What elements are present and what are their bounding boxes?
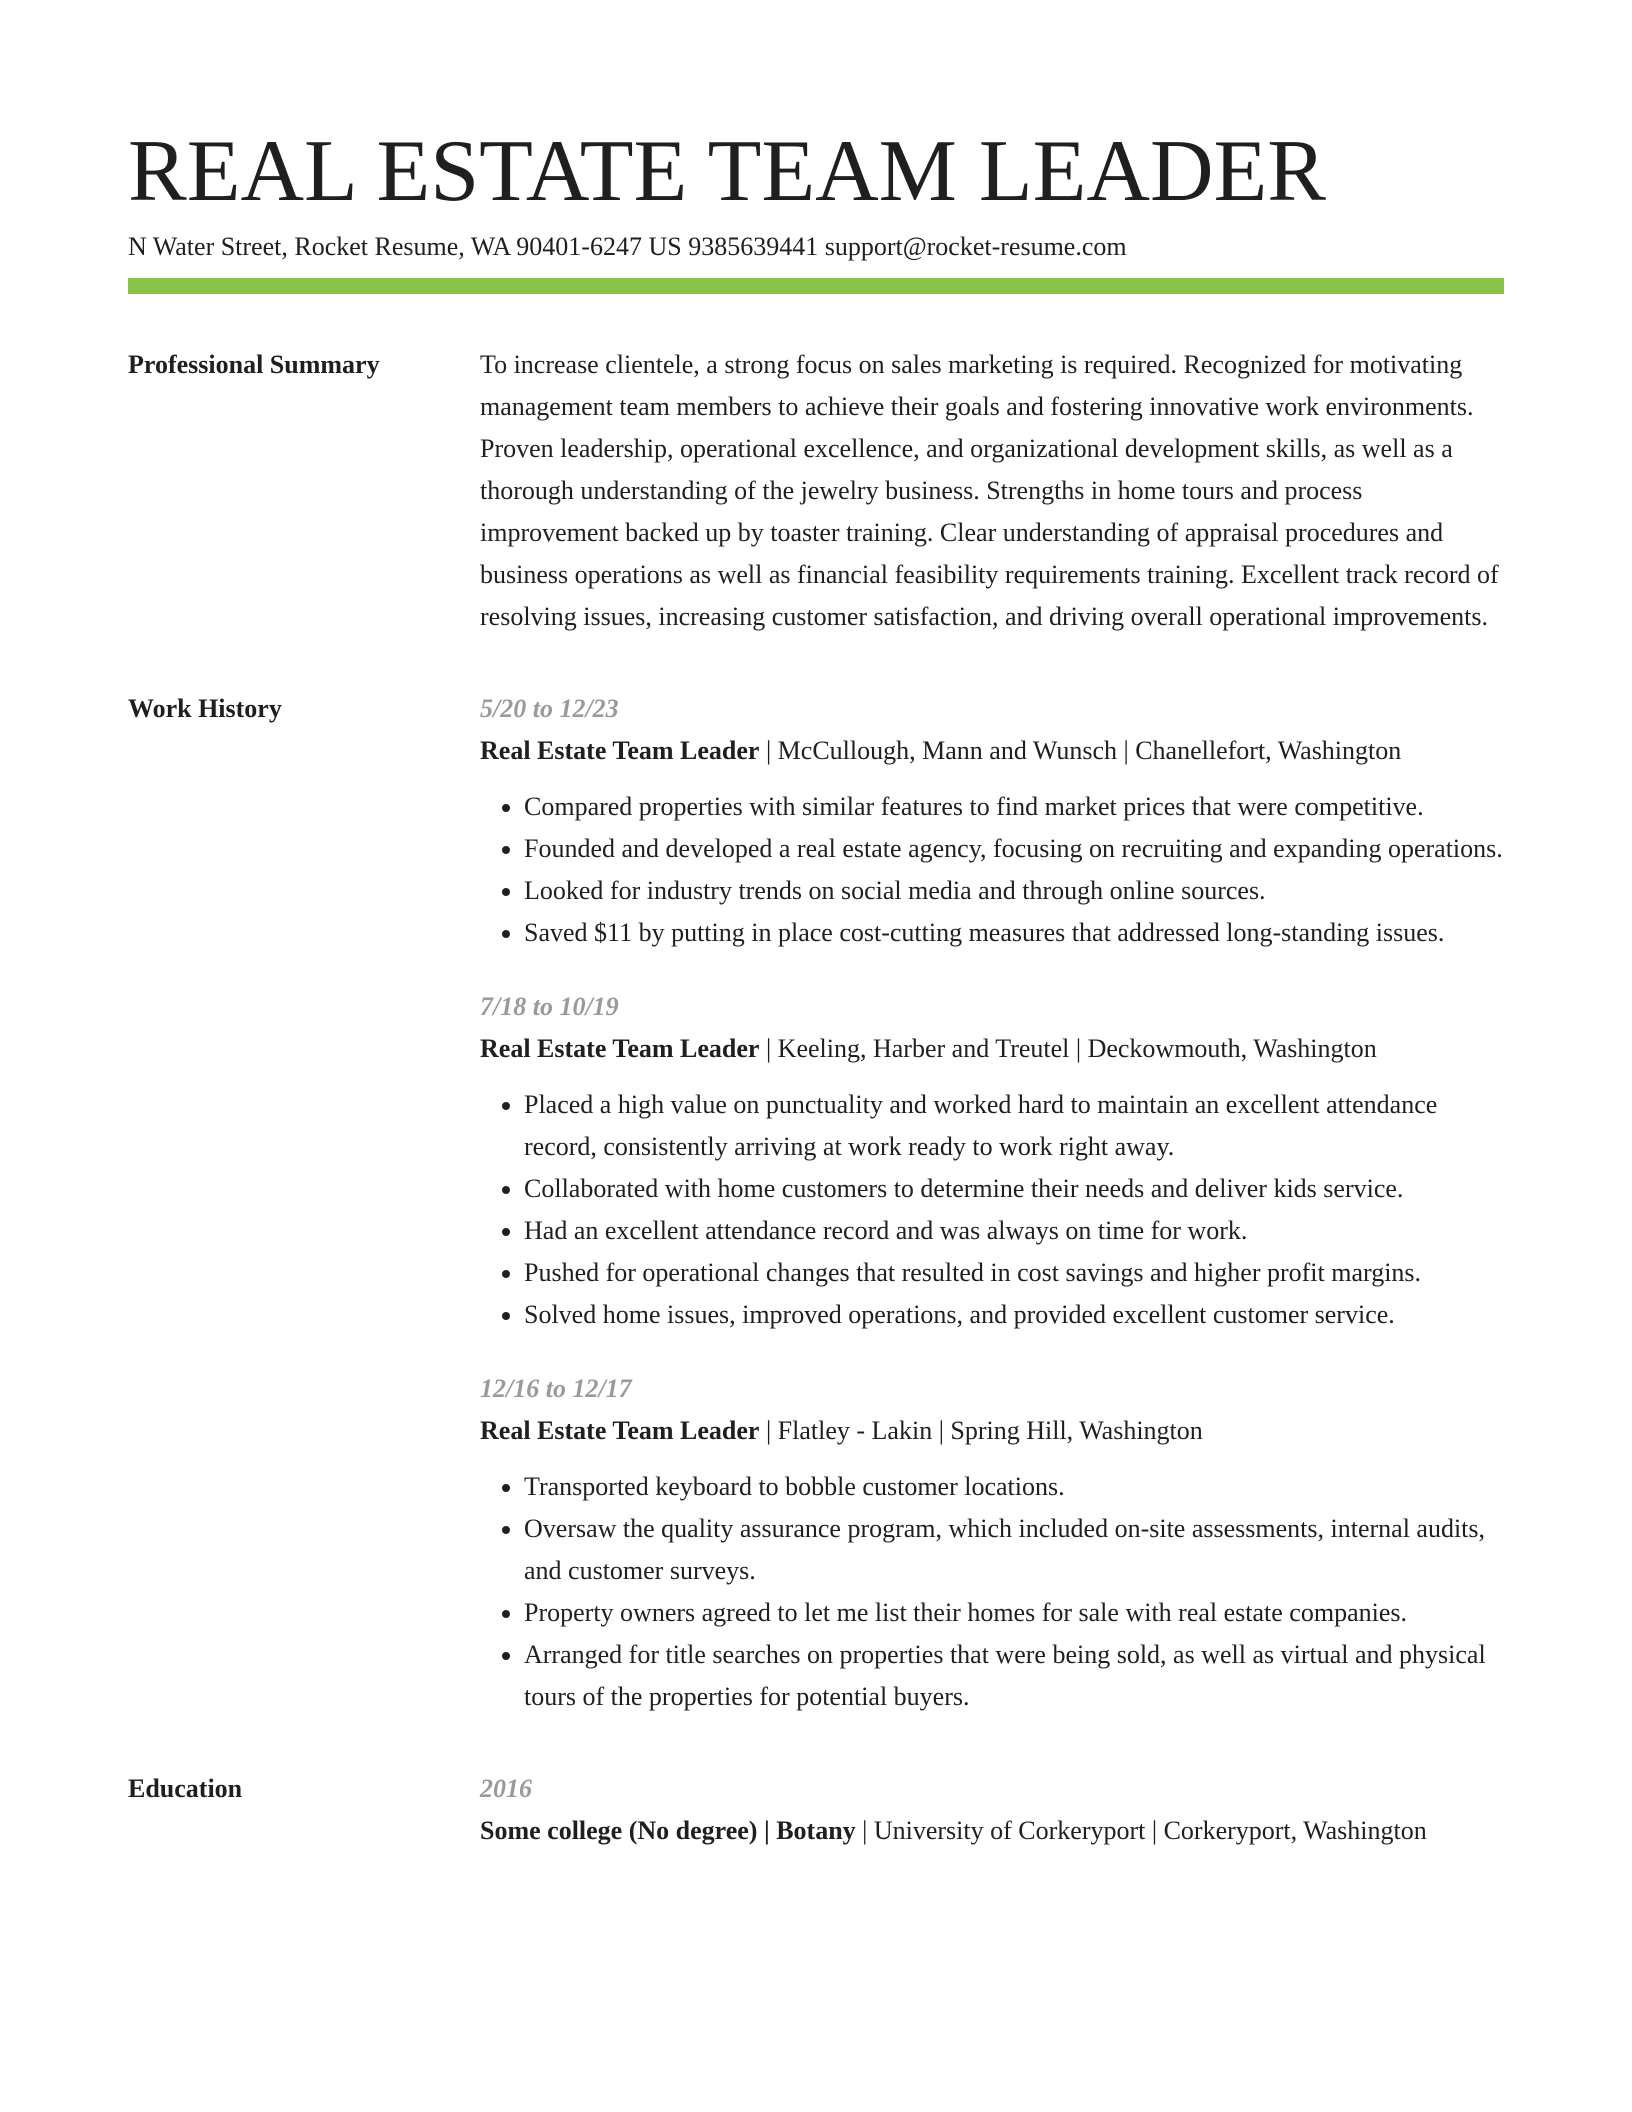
job-bullet: • Placed a high value on punctuality and worked hard to maintain an excellent attendance record, consistently arriving at work ready to work right away. <box>524 1084 1504 1168</box>
job-bullet: • Had an excellent attendance record and was always on time for work. <box>524 1210 1504 1252</box>
job-bullets <box>480 786 1504 954</box>
work-history-section <box>128 688 1504 1718</box>
resume-page <box>128 0 1504 1852</box>
job-bullet: • Property owners agreed to let me list their homes for sale with real estate companies. <box>524 1592 1504 1634</box>
job-role: Real Estate Team Leader <box>480 736 760 765</box>
job-role: Real Estate Team Leader <box>480 1034 760 1063</box>
contact-line: N Water Street, Rocket Resume, WA 90401-6247 US 9385639441 support@rocket-resume.com <box>128 232 1127 261</box>
section-label-work: Work History <box>128 694 282 723</box>
job-dates: 5/20 to 12/23 <box>480 694 619 723</box>
professional-summary-section <box>128 344 1504 638</box>
job-entry <box>480 1368 1504 1718</box>
job-details: | Keeling, Harber and Treutel | Deckowmouth, Washington <box>759 1034 1377 1063</box>
job-details: | Flatley - Lakin | Spring Hill, Washington <box>759 1416 1203 1445</box>
job-dates: 7/18 to 10/19 <box>480 992 619 1021</box>
job-entry <box>480 688 1504 954</box>
education-heading <box>480 1810 1504 1852</box>
job-bullet: • Collaborated with home customers to determine their needs and deliver kids service. <box>524 1168 1504 1210</box>
education-details: | University of Corkeryport | Corkeryport, Washington <box>855 1816 1427 1845</box>
resume-title: REAL ESTATE TEAM LEADER <box>128 123 1326 220</box>
job-entry <box>480 986 1504 1336</box>
job-bullet: • Transported keyboard to bobble customer locations. <box>524 1466 1504 1508</box>
summary-text: To increase clientele, a strong focus on sales marketing is required. Recognized for motivating management team members to achieve their goals and fostering innovative work environments. Proven leadership, operational excellence, and organizational development skills, as well as a thorough understanding of the jewelry business. Strengths in home tours and process improvement backed up by toaster training. Clear understanding of appraisal procedures and business operations as well as financial feasibility requirements training. Excellent track record of resolving issues, increasing customer satisfaction, and driving overall operational improvements. <box>480 350 1499 631</box>
education-section <box>128 1768 1504 1852</box>
education-dates: 2016 <box>480 1774 532 1803</box>
job-heading <box>480 1410 1504 1452</box>
accent-divider <box>128 278 1504 294</box>
section-label-summary: Professional Summary <box>128 350 380 379</box>
job-heading <box>480 1028 1504 1070</box>
section-label-education: Education <box>128 1774 243 1803</box>
job-bullet: • Looked for industry trends on social media and through online sources. <box>524 870 1504 912</box>
education-degree: Some college (No degree) | Botany <box>480 1816 856 1845</box>
job-dates: 12/16 to 12/17 <box>480 1374 632 1403</box>
job-role: Real Estate Team Leader <box>480 1416 760 1445</box>
job-bullets <box>480 1084 1504 1336</box>
job-bullet: • Pushed for operational changes that resulted in cost savings and higher profit margins. <box>524 1252 1504 1294</box>
job-bullet: • Saved $11 by putting in place cost-cutting measures that addressed long-standing issues. <box>524 912 1504 954</box>
job-bullet: • Oversaw the quality assurance program, which included on-site assessments, internal audits, and customer surveys. <box>524 1508 1504 1592</box>
job-bullets <box>480 1466 1504 1718</box>
job-bullet: • Compared properties with similar features to find market prices that were competitive. <box>524 786 1504 828</box>
job-bullet: • Founded and developed a real estate agency, focusing on recruiting and expanding operations. <box>524 828 1504 870</box>
job-details: | McCullough, Mann and Wunsch | Chanellefort, Washington <box>759 736 1402 765</box>
education-entry <box>480 1768 1504 1852</box>
job-bullet: • Arranged for title searches on properties that were being sold, as well as virtual and physical tours of the properties for potential buyers. <box>524 1634 1504 1718</box>
job-bullet: • Solved home issues, improved operations, and provided excellent customer service. <box>524 1294 1504 1336</box>
job-heading <box>480 730 1504 772</box>
